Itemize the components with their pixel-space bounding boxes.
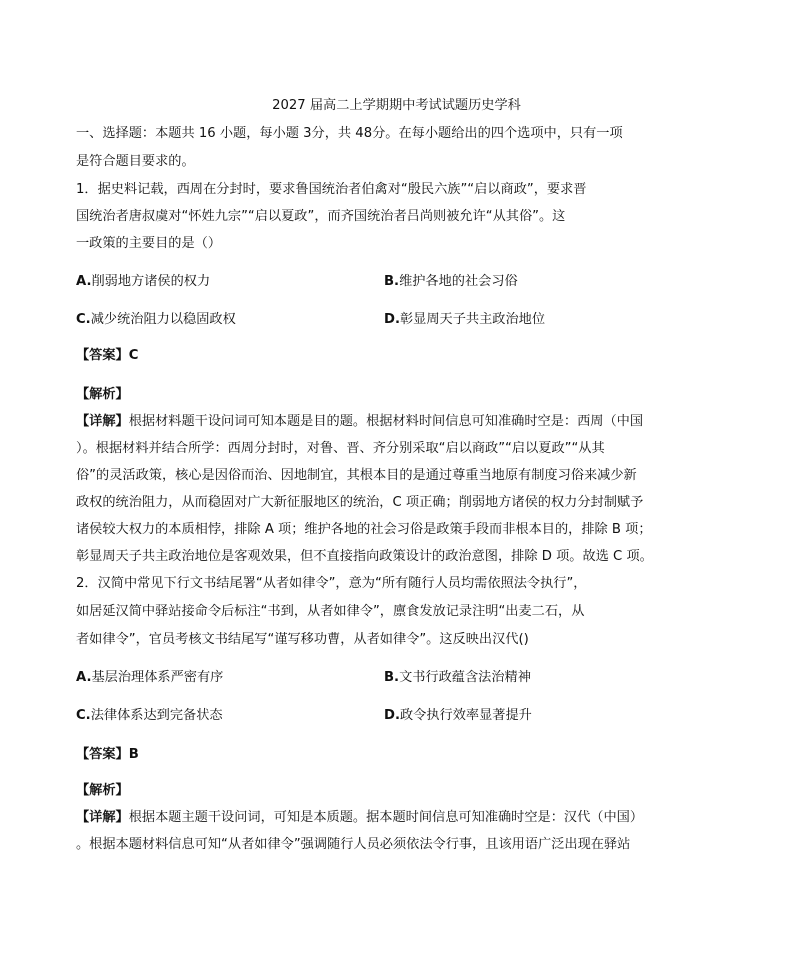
q2-option-b-text: 文书行政蕴含法治精神 (399, 670, 531, 685)
q1-option-d (384, 310, 545, 330)
q1-detail-line-2: ）。根据材料并结合所学：西周分封时，对鲁、晋、齐分别采取“启以商政”“启以夏政”“从其 (76, 441, 605, 456)
q1-answer-label: 【答案】 (76, 348, 129, 363)
q1-option-b-text: 维护各地的社会习俗 (399, 274, 518, 289)
q2-option-c-text: 法律体系达到完备状态 (90, 708, 223, 723)
q2-option-d-letter: D. (384, 708, 400, 723)
q1-stem-line-1: 1．据史料记载，西周在分封时，要求鲁国统治者伯禽对“殷民六族”“启以商政”，要求晋 (76, 182, 587, 197)
q1-option-d-text: 彰显周天子共主政治地位 (399, 312, 546, 327)
q1-detail-text-1: 根据材料题干设问词可知本题是目的题。根据材料时间信息可知准确时空是：西周（中国 (128, 414, 644, 429)
q1-option-a-text: 削弱地方诸侯的权力 (91, 274, 211, 289)
q2-analysis-label: 【解析】 (76, 783, 129, 798)
q2-stem-line-2: 如居延汉简中驿站接命令后标注“书到，从者如律令”，廪食发放记录注明“出麦二石，从 (76, 604, 585, 619)
q2-detail-label: 【详解】 (76, 810, 129, 825)
q1-stem-line-3: 一政策的主要目的是（） (76, 236, 222, 251)
q2-stem-line-1: 2．汉简中常见下行文书结尾署“从者如律令”，意为“所有随行人员均需依照法令执行”， (76, 576, 587, 591)
q2-answer-label: 【答案】 (76, 747, 129, 762)
q2-detail-line-1 (76, 808, 643, 828)
q2-option-a (76, 668, 223, 688)
q1-detail-line-1 (76, 412, 643, 432)
q1-detail-line-5: 诸侯较大权力的本质相悖，排除 A 项；维护各地的社会习俗是政策手段而非根本目的，排除 B 项； (76, 522, 652, 537)
section-heading-line-1: 一、选择题：本题共 16 小题，每小题 3分，共 48分。在每小题给出的四个选项中，只有一项 (76, 126, 623, 141)
q2-option-c-letter: C. (76, 708, 91, 723)
q1-detail-line-6: 彰显周天子共主政治地位是客观效果，但不直接指向政策设计的政治意图，排除 D 项。故选 C 项。 (76, 549, 653, 564)
q1-detail-line-3: 俗”的灵活政策，核心是因俗而治、因地制宜，其根本目的是通过尊重当地原有制度习俗来减少新 (76, 468, 637, 483)
q2-answer (76, 745, 139, 765)
q1-stem-line-2: 国统治者唐叔虞对“怀姓九宗”“启以夏政”，而齐国统治者吕尚则被允许“从其俗”。这 (76, 209, 566, 224)
q1-detail-line-4: 政权的统治阻力，从而稳固对广大新征服地区的统治，C 项正确；削弱地方诸侯的权力分封制赋予 (76, 495, 644, 510)
q1-option-a-letter: A. (76, 274, 92, 289)
q2-stem-line-3: 者如律令”，官员考核文书结尾写“谨写移功曹，从者如律令”。这反映出汉代() (76, 632, 529, 647)
section-heading-line-2: 是符合题目要求的。 (76, 154, 195, 169)
q1-analysis-label: 【解析】 (76, 387, 129, 402)
q2-option-d-text: 政令执行效率显著提升 (399, 708, 532, 723)
q1-option-b-letter: B. (384, 274, 400, 289)
q2-detail-line-2: 。根据本题材料信息可知“从者如律令”强调随行人员必须依法令行事，且该用语广泛出现在驿站 (76, 837, 631, 852)
q1-answer (76, 346, 138, 366)
q1-option-c-letter: C. (76, 312, 91, 327)
q2-option-a-text: 基层治理体系严密有序 (91, 670, 224, 685)
q1-detail-label: 【详解】 (76, 414, 129, 429)
q2-option-a-letter: A. (76, 670, 92, 685)
q1-option-a (76, 272, 210, 292)
q2-option-c (76, 706, 223, 726)
q1-option-d-letter: D. (384, 312, 400, 327)
q2-option-b-letter: B. (384, 670, 400, 685)
q2-option-d (384, 706, 532, 726)
q1-option-c (76, 310, 236, 330)
q1-option-c-text: 减少统治阻力以稳固政权 (90, 312, 236, 327)
q2-answer-value: B (128, 747, 139, 762)
q2-detail-text-1: 根据本题主题干设问词，可知是本质题。据本题时间信息可知准确时空是：汉代（中国） (128, 810, 644, 825)
exam-title: 2027 届高二上学期期中考试试题历史学科 (272, 98, 521, 113)
q1-answer-value: C (128, 348, 139, 363)
q1-option-b (384, 272, 518, 292)
q2-option-b (384, 668, 531, 688)
